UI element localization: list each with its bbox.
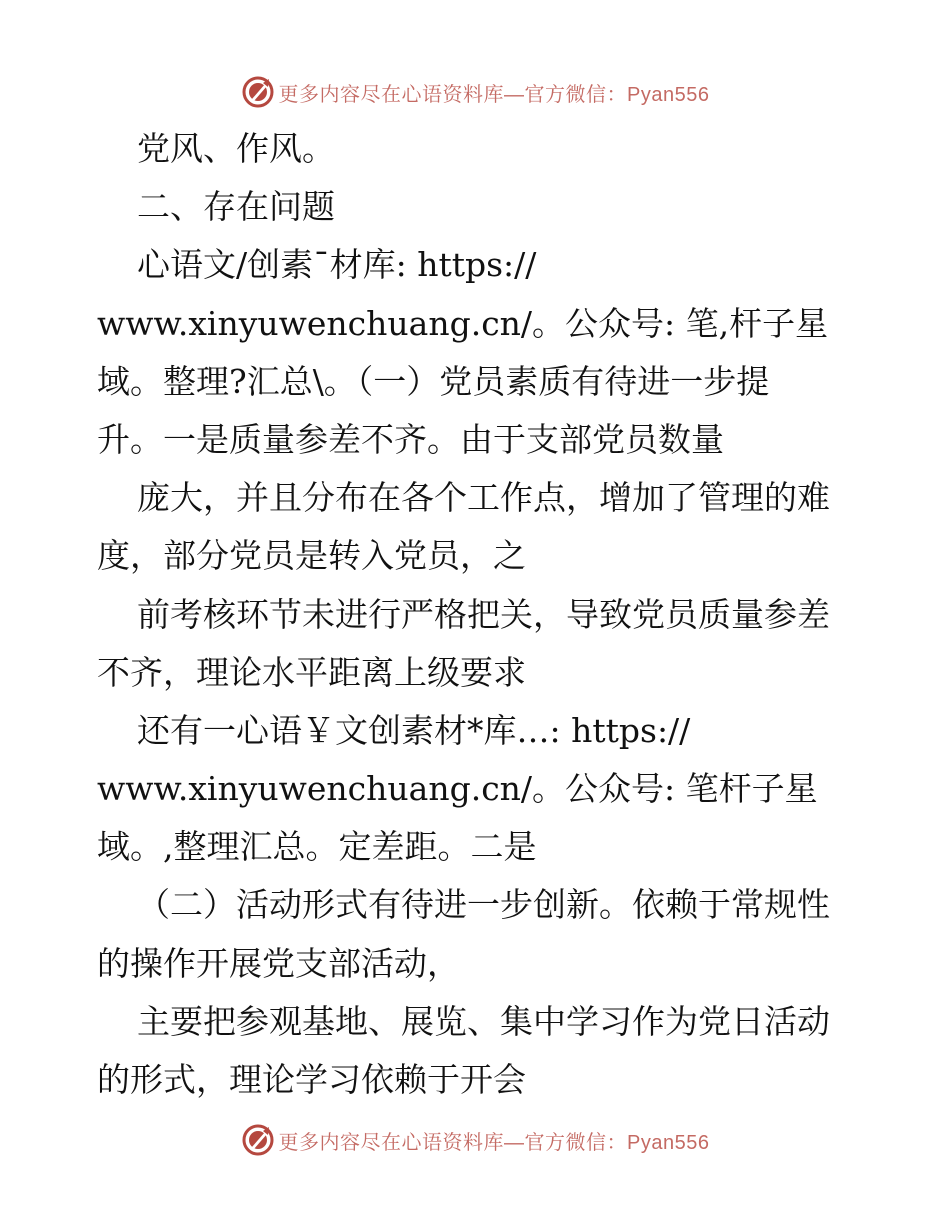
pen-nib-logo-icon bbox=[241, 1123, 275, 1157]
text-line: 度，部分党员是转入党员，之 bbox=[97, 536, 526, 576]
text-line: 不齐，理论水平距离上级要求 bbox=[97, 652, 526, 692]
pen-nib-logo-icon bbox=[241, 75, 275, 109]
text-line: 的形式，理论学习依赖于开会 bbox=[97, 1060, 526, 1099]
text-line: 升。一是质量参差不齐。由于支部党员数量 bbox=[97, 419, 724, 459]
watermark-text: 更多内容尽在心语资料库—官方微信：Pyan556 bbox=[278, 83, 710, 106]
text-line: 主要把参观基地、展览、集中学习作为党日活动 bbox=[137, 1001, 830, 1041]
text-line: 党风、作风。 bbox=[137, 129, 335, 168]
text-line: 心语文/创素¯材库: https:// bbox=[137, 245, 537, 285]
watermark-text: 更多内容尽在心语资料库—官方微信：Pyan556 bbox=[278, 1131, 710, 1154]
text-line: 域。整理?汇总\。（一）党员素质有待进一步提 bbox=[97, 361, 770, 401]
header-watermark bbox=[0, 72, 950, 112]
text-line: （二）活动形式有待进一步创新。依赖于常规性 bbox=[137, 885, 830, 925]
section-heading: 二、存在问题 bbox=[137, 187, 335, 227]
text-line: www.xinyuwenchuang.cn/。公众号: 笔杆子星 bbox=[97, 769, 818, 809]
text-line: 域。,整理汇总。定差距。二是 bbox=[97, 827, 537, 867]
text-line: 的操作开展党支部活动， bbox=[97, 943, 460, 983]
text-line: 还有一心语￥文创素材*库…: https:// bbox=[137, 710, 691, 750]
text-line: 前考核环节未进行严格把关，导致党员质量参差 bbox=[137, 594, 830, 634]
document-body bbox=[97, 120, 857, 1109]
text-line: www.xinyuwenchuang.cn/。公众号: 笔,杆子星 bbox=[97, 303, 829, 343]
footer-watermark bbox=[0, 1120, 950, 1160]
text-line: 庞大，并且分布在各个工作点，增加了管理的难 bbox=[137, 478, 830, 518]
